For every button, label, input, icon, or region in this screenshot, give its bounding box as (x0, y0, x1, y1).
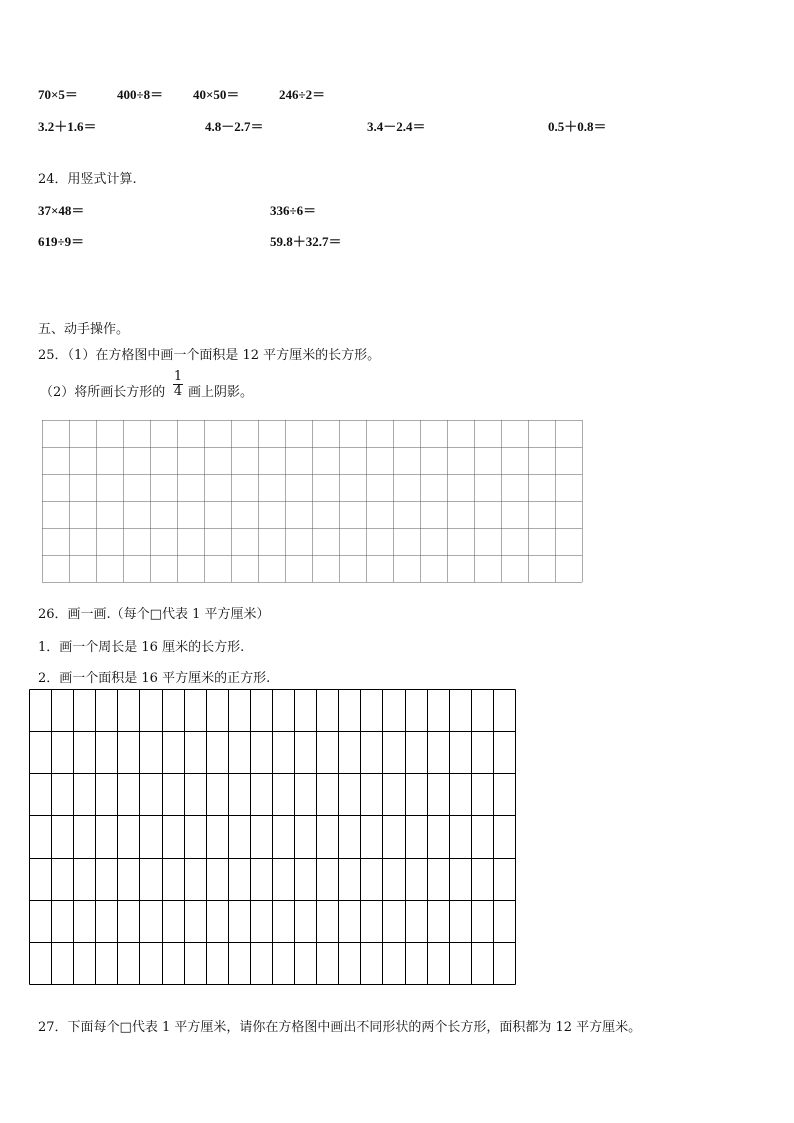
q25-line1: 25．（1）在方格图中画一个面积是 12 平方厘米的长方形。 (38, 348, 381, 363)
q26-item-2: 2．画一个面积是 16 平方厘米的正方形. (38, 671, 271, 686)
oral-calc-1-4: 246÷2＝ (279, 87, 326, 102)
q25-fraction (173, 370, 183, 399)
q24-item-3: 619÷9＝ (38, 234, 85, 249)
oral-calc-1-2: 400÷8＝ (117, 87, 164, 102)
q24-item-4: 59.8＋32.7＝ (270, 234, 342, 249)
q26-title: 26．画一画.（每个□代表 1 平方厘米） (38, 607, 270, 622)
oral-calc-1-1: 70×5＝ (38, 87, 78, 102)
fraction-denominator: 4 (173, 384, 183, 399)
q27-text: 27．下面每个□代表 1 平方厘米，请你在方格图中画出不同形状的两个长方形，面积都为 12 平方厘米。 (38, 1020, 642, 1035)
q25-line2-prefix: （2）将所画长方形的 (40, 385, 166, 400)
oral-calc-2-2: 4.8－2.7＝ (205, 119, 264, 134)
oral-calc-2-3: 3.4－2.4＝ (367, 119, 426, 134)
q26-item-1: 1．画一个周长是 16 厘米的长方形. (38, 640, 245, 655)
oral-calc-2-1: 3.2＋1.6＝ (38, 119, 97, 134)
fraction-numerator: 1 (173, 369, 183, 384)
section5-title: 五、动手操作。 (38, 322, 130, 337)
oral-calc-2-4: 0.5＋0.8＝ (548, 119, 607, 134)
q25-line2-suffix: 画上阴影。 (188, 385, 254, 400)
q26-grid (29, 689, 517, 986)
q24-item-2: 336÷6＝ (270, 203, 317, 218)
oral-calc-1-3: 40×50＝ (193, 87, 240, 102)
q25-dotted-grid (42, 420, 583, 583)
q24-title: 24．用竖式计算. (38, 172, 137, 187)
q24-item-1: 37×48＝ (38, 203, 85, 218)
